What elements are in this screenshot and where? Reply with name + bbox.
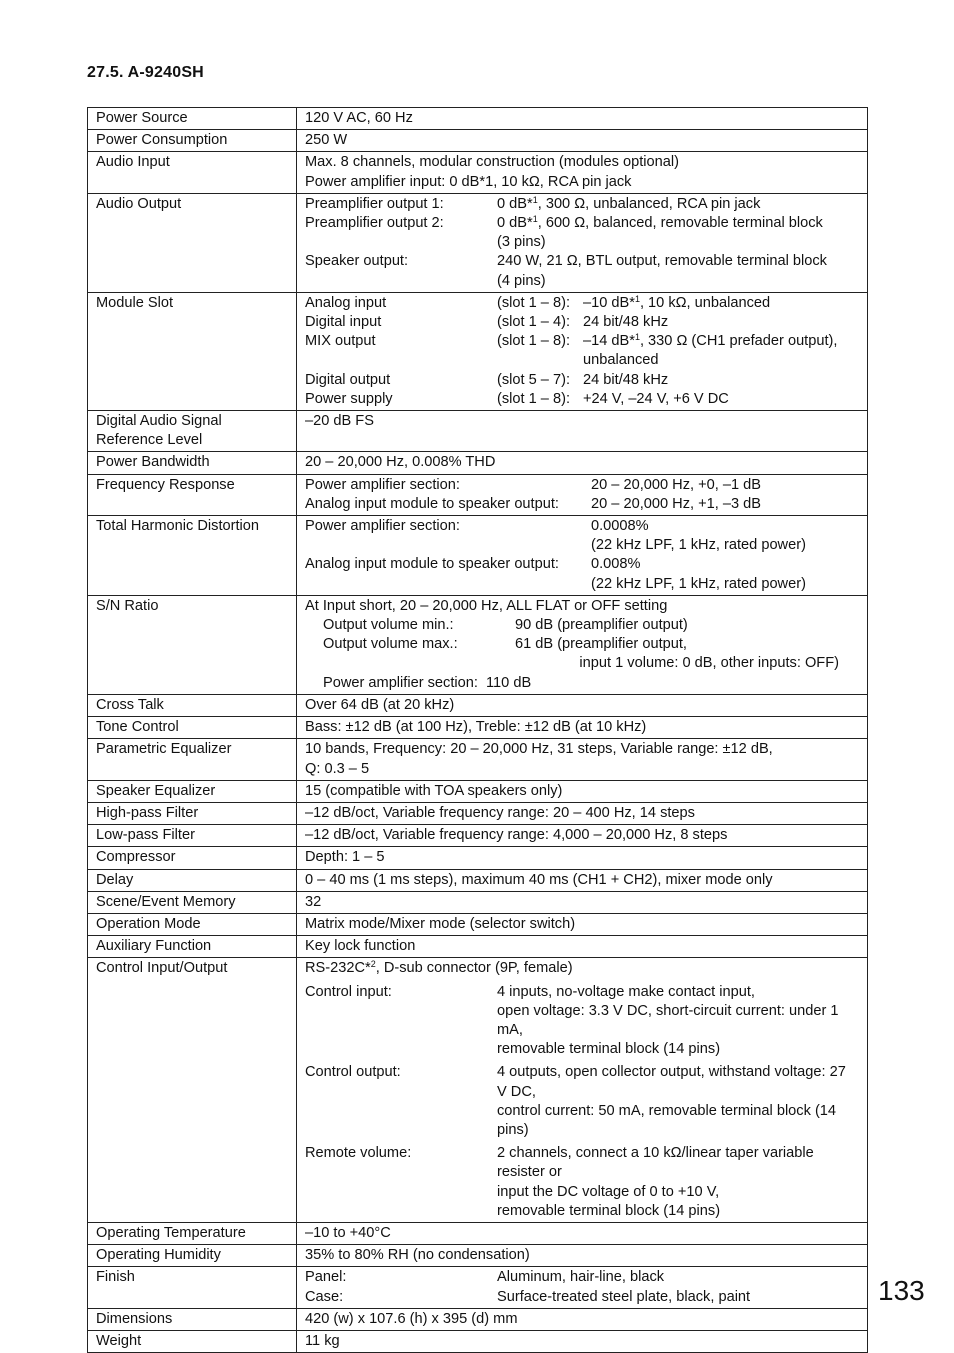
text: open voltage: 3.3 V DC, short-circuit current: under 1 mA, [497,1002,839,1038]
spec-label: Auxiliary Function [88,936,297,958]
sub-value [497,195,827,214]
text: 0 dB* [497,215,533,232]
frequency-response-subtable [305,476,761,514]
spec-value: 11 kg [297,1330,868,1352]
sub-label: Remote volume: [305,1145,412,1162]
spec-label: Power Source [88,108,297,130]
spec-row-compressor [88,847,868,869]
spec-row-finish [88,1267,868,1308]
spec-label: Operating Humidity [88,1245,297,1267]
spec-label: Operating Temperature [88,1222,297,1244]
spec-label: Frequency Response [88,474,297,515]
audio-output-subtable [305,195,827,291]
sub-label: Analog input module to speaker output: [305,495,559,512]
text: , 10 kΩ, unbalanced [639,294,771,311]
spec-row-low-pass-filter [88,825,868,847]
control-io-subtable [305,983,859,1221]
text: Reference Level [96,432,203,449]
spec-row-delay [88,869,868,891]
text: 0.008% [591,556,641,573]
spec-row-auxiliary-function [88,936,868,958]
text: removable terminal block (14 pins) [497,1041,721,1058]
slot-range: (slot 1 – 4): [497,314,570,331]
spec-table [87,107,868,1353]
sub-label: Analog input module to speaker output: [305,556,559,573]
spec-label: Weight [88,1330,297,1352]
spec-row-audio-input [88,152,868,193]
text: input 1 volume: 0 dB, other inputs: OFF) [579,655,839,672]
slot-range: (slot 1 – 8): [497,333,570,350]
spec-label: Control Input/Output [88,958,297,1223]
spec-row-power-bandwidth [88,452,868,474]
sub-value: 90 dB (preamplifier output) [515,617,688,634]
spec-value: 15 (compatible with TOA speakers only) [297,780,868,802]
spec-label: Low-pass Filter [88,825,297,847]
spec-value: 250 W [297,130,868,152]
slot-value: +24 V, –24 V, +6 V DC [583,390,729,407]
spec-value: –10 to +40°C [297,1222,868,1244]
spec-value: Depth: 1 – 5 [297,847,868,869]
sub-value [591,555,806,593]
spec-value [297,958,868,1223]
spec-row-frequency-response [88,474,868,515]
slot-value [583,294,859,313]
spec-value: Key lock function [297,936,868,958]
audio-input-line: Max. 8 channels, modular construction (modules optional) [305,154,679,171]
sub-value: 61 dB (preamplifier output, [515,636,687,653]
slot-name: MIX output [305,333,376,350]
text: 0.0008% [591,518,649,535]
text: –10 dB* [583,294,635,311]
spec-value [297,152,868,193]
slot-range: (slot 5 – 7): [497,371,570,388]
spec-value: –12 dB/oct, Variable frequency range: 4,000 – 20,000 Hz, 8 steps [297,825,868,847]
text: control current: 50 mA, removable terminal block (14 pins) [497,1102,837,1138]
spec-label: Operation Mode [88,913,297,935]
spec-label: Audio Input [88,152,297,193]
spec-label: Finish [88,1267,297,1308]
text: , 600 Ω, balanced, removable terminal block [537,215,823,232]
spec-label: Speaker Equalizer [88,780,297,802]
sub-label: Speaker output: [305,253,409,270]
sub-label: Preamplifier output 2: [305,215,444,232]
sub-value: Aluminum, hair-line, black [497,1269,665,1286]
spec-row-scene-memory [88,891,868,913]
text: At Input short, 20 – 20,000 Hz, ALL FLAT or OFF setting [305,597,668,614]
footnote-mark: 1 [532,194,538,205]
text: (4 pins) [497,272,546,289]
spec-value [297,516,868,596]
sub-value [591,517,806,555]
spec-value: 35% to 80% RH (no condensation) [297,1245,868,1267]
spec-label: Cross Talk [88,694,297,716]
spec-row-audio-output [88,193,868,292]
spec-value [297,595,868,694]
spec-row-module-slot [88,292,868,410]
text: 2 channels, connect a 10 kΩ/linear taper variable resister or [497,1145,814,1181]
slot-name: Power supply [305,390,393,407]
spec-value [297,193,868,292]
footnote-mark: 1 [634,332,640,343]
spec-row-operation-mode [88,913,868,935]
text: (22 kHz LPF, 1 kHz, rated power) [591,575,806,592]
footnote-mark: 2 [370,959,376,970]
text: RS-232C* [305,960,371,977]
slot-range: (slot 1 – 8): [497,390,570,407]
spec-row-power-consumption [88,130,868,152]
sub-label: Output volume min.: [323,617,454,634]
spec-row-operating-humidity [88,1245,868,1267]
spec-row-speaker-equalizer [88,780,868,802]
spec-row-thd [88,516,868,596]
sub-label: Output volume max.: [323,636,458,653]
sub-value [497,983,859,1064]
sub-label: Panel: [305,1269,347,1286]
spec-row-power-source [88,108,868,130]
text: (22 kHz LPF, 1 kHz, rated power) [591,537,806,554]
text: Q: 0.3 – 5 [305,760,370,777]
sub-label: Control output: [305,1064,401,1081]
spec-value: 120 V AC, 60 Hz [297,108,868,130]
sub-value: Surface-treated steel plate, black, paint [497,1288,751,1305]
sub-label: Control input: [305,983,392,1000]
text: Digital Audio Signal [96,413,222,430]
sub-value [497,252,827,290]
spec-value [297,1267,868,1308]
text: 240 W, 21 Ω, BTL output, removable terminal block [497,253,827,270]
spec-label: Parametric Equalizer [88,739,297,780]
footnote-mark: 1 [532,214,538,225]
spec-value: Matrix mode/Mixer mode (selector switch) [297,913,868,935]
text: Power amplifier section: 110 dB [323,674,532,691]
text: 10 bands, Frequency: 20 – 20,000 Hz, 31 steps, Variable range: ±12 dB, [305,741,773,758]
slot-name: Analog input [305,294,387,311]
module-slot-subtable [305,294,859,409]
sub-label: Preamplifier output 1: [305,195,444,212]
spec-label: High-pass Filter [88,802,297,824]
sn-ratio-subtable [323,616,688,654]
spec-value [297,292,868,410]
sub-value [497,214,827,252]
sub-label: Case: [305,1288,344,1305]
text: (3 pins) [497,234,546,251]
spec-row-control-io [88,958,868,1223]
spec-value [297,739,868,780]
footnote-mark: 1 [634,293,640,304]
spec-label: Power Bandwidth [88,452,297,474]
spec-label [88,411,297,452]
page-number: 133 [878,1275,925,1306]
slot-value: 24 bit/48 kHz [583,314,669,331]
spec-label: Audio Output [88,193,297,292]
spec-value: –20 dB FS [297,411,868,452]
text: removable terminal block (14 pins) [497,1202,721,1219]
spec-label: Module Slot [88,292,297,410]
spec-row-weight [88,1330,868,1352]
spec-value: Over 64 dB (at 20 kHz) [297,694,868,716]
text: input the DC voltage of 0 to +10 V, [497,1183,720,1200]
text: , 330 Ω (CH1 prefader output), unbalanced [583,333,838,369]
sub-value: 20 – 20,000 Hz, +0, –1 dB [591,476,761,493]
spec-row-high-pass-filter [88,802,868,824]
spec-value [297,474,868,515]
sub-value [497,1063,859,1144]
spec-label: Power Consumption [88,130,297,152]
text [305,959,859,978]
slot-name: Digital input [305,314,382,331]
sub-label: Power amplifier section: [305,518,460,535]
spec-label: S/N Ratio [88,595,297,694]
spec-value: 32 [297,891,868,913]
sub-label: Power amplifier section: [305,476,460,493]
spec-value: Bass: ±12 dB (at 100 Hz), Treble: ±12 dB (at 10 kHz) [297,717,868,739]
spec-label: Compressor [88,847,297,869]
spec-row-dimensions [88,1308,868,1330]
slot-range: (slot 1 – 8): [497,294,570,311]
spec-row-parametric-equalizer [88,739,868,780]
spec-label: Dimensions [88,1308,297,1330]
spec-value: 0 – 40 ms (1 ms steps), maximum 40 ms (CH1 + CH2), mixer mode only [297,869,868,891]
text: , 300 Ω, unbalanced, RCA pin jack [537,195,761,212]
slot-name: Digital output [305,371,391,388]
finish-subtable [305,1268,750,1306]
slot-value: 24 bit/48 kHz [583,371,669,388]
text: –14 dB* [583,333,635,350]
section-heading: 27.5. A-9240SH [87,64,204,81]
audio-input-line: Power amplifier input: 0 dB*1, 10 kΩ, RCA pin jack [305,173,632,190]
text: , D-sub connector (9P, female) [375,960,573,977]
spec-label: Tone Control [88,717,297,739]
spec-value: 420 (w) x 107.6 (h) x 395 (d) mm [297,1308,868,1330]
spec-value: –12 dB/oct, Variable frequency range: 20 – 400 Hz, 14 steps [297,802,868,824]
sub-value [497,1144,859,1221]
spec-value: 20 – 20,000 Hz, 0.008% THD [297,452,868,474]
sub-value: 20 – 20,000 Hz, +1, –3 dB [591,495,761,512]
spec-label: Scene/Event Memory [88,891,297,913]
text: 4 inputs, no-voltage make contact input, [497,983,755,1000]
thd-subtable [305,517,806,594]
spec-row-sn-ratio [88,595,868,694]
slot-value [583,332,859,370]
spec-label: Delay [88,869,297,891]
spec-row-tone-control [88,717,868,739]
spec-label: Total Harmonic Distortion [88,516,297,596]
text: 4 outputs, open collector output, withstand voltage: 27 V DC, [497,1064,846,1100]
text: 0 dB* [497,195,533,212]
spec-row-operating-temperature [88,1222,868,1244]
spec-row-digital-reference [88,411,868,452]
spec-row-cross-talk [88,694,868,716]
